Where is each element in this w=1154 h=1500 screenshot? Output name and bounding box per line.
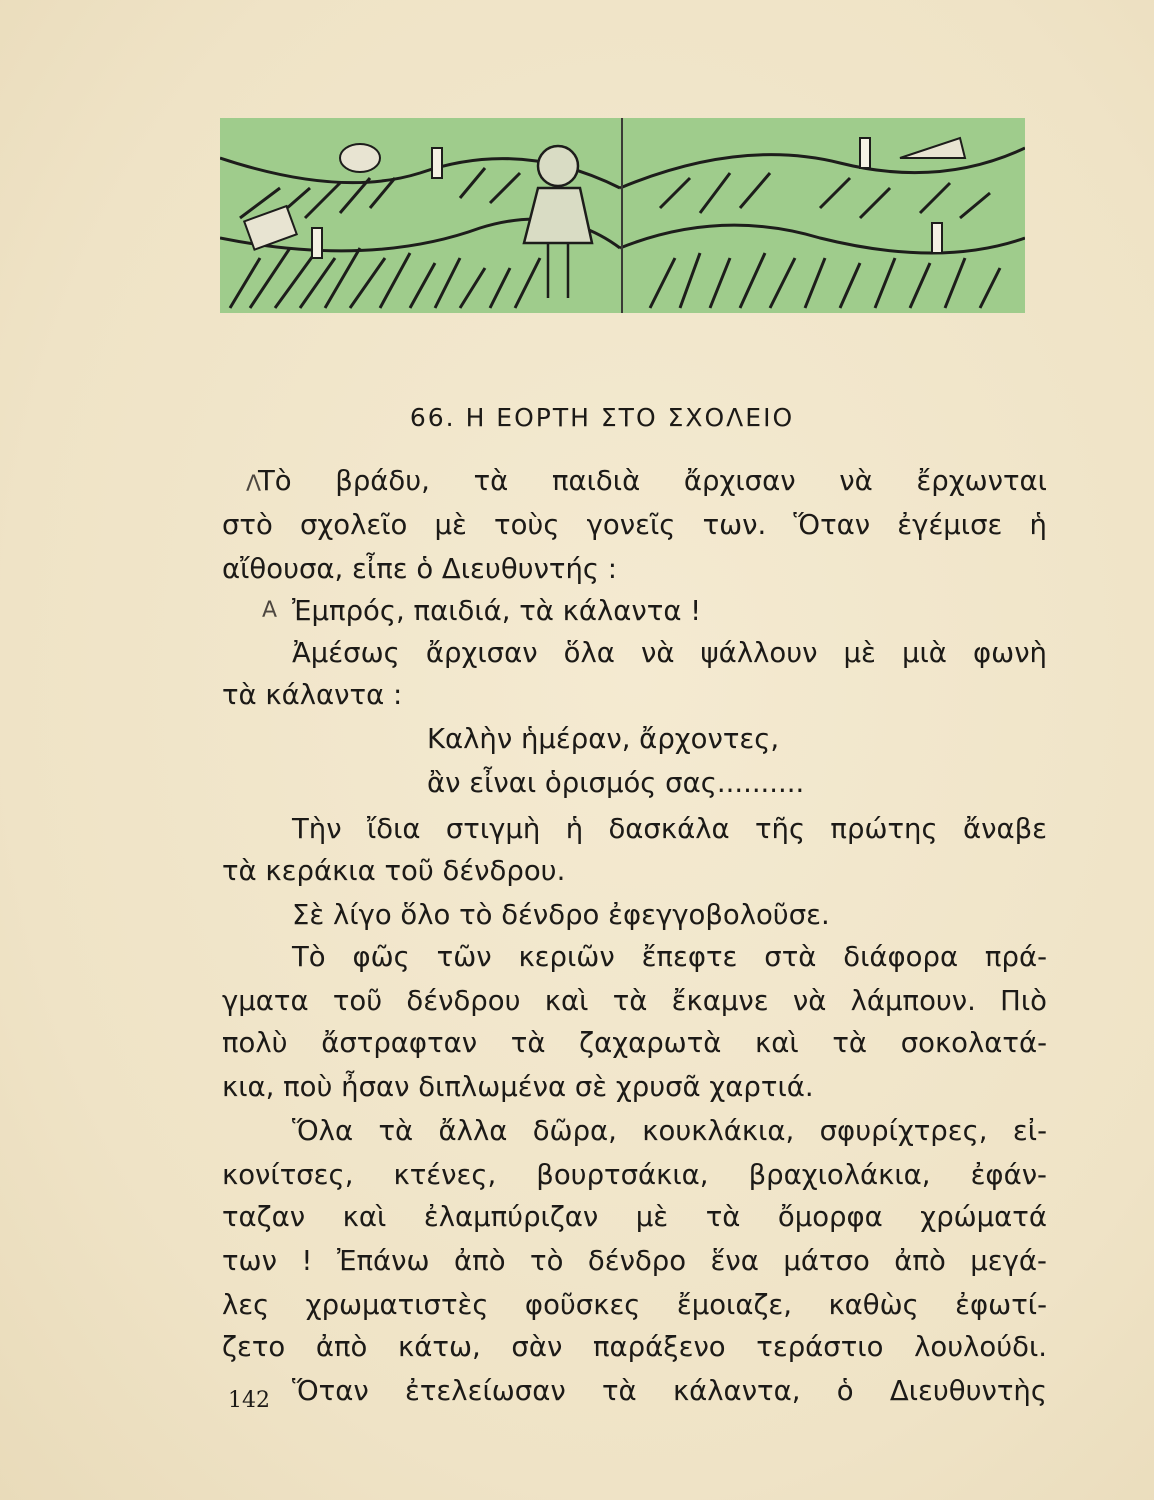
- text-line: τὰ κάλαντα :: [222, 679, 403, 711]
- pencil-mark: Λ: [246, 472, 262, 497]
- text-line: Τὴν ἴδια στιγμὴ ἡ δασκάλα τῆς πρώτης ἄναβε: [292, 813, 1047, 845]
- text-line: Ὅλα τὰ ἄλλα δῶρα, κουκλάκια, σφυρίχτρες, εἰ-: [292, 1115, 1047, 1147]
- text-line: Ἐμπρός, παιδιά, τὰ κάλαντα !: [292, 595, 702, 627]
- text-line: Ὅταν ἐτελείωσαν τὰ κάλαντα, ὁ Διευθυντὴς: [292, 1375, 1047, 1407]
- page-number: 142: [228, 1388, 270, 1413]
- text-line: Τὸ φῶς τῶν κεριῶν ἔπεφτε στὰ διάφορα πρά-: [292, 941, 1047, 973]
- text-line: των ! Ἐπάνω ἀπὸ τὸ δένδρο ἕνα μάτσο ἀπὸ μεγά-: [222, 1245, 1047, 1277]
- text-line: λες χρωματιστὲς φοῦσκες ἔμοιαζε, καθὼς ἐφωτί-: [222, 1289, 1047, 1321]
- text-line: κια, ποὺ ἦσαν διπλωμένα σὲ χρυσᾶ χαρτιά.: [222, 1071, 814, 1103]
- text-line: αἴθουσα, εἶπε ὁ Διευθυντής :: [222, 553, 618, 585]
- text-line: στὸ σχολεῖο μὲ τοὺς γονεῖς των. Ὅταν ἐγέμισε ἡ: [222, 509, 1047, 541]
- chapter-title: 66. Η ΕΟΡΤΗ ΣΤΟ ΣΧΟΛΕΙΟ: [409, 403, 795, 432]
- illustration-drawing: [220, 118, 1025, 313]
- text-line: Σὲ λίγο ὅλο τὸ δένδρο ἐφεγγοβολοῦσε.: [292, 899, 830, 931]
- verse-line: ἂν εἶναι ὁρισμός σας..........: [427, 767, 805, 799]
- verse-line: Καλὴν ἡμέραν, ἄρχοντες,: [427, 723, 780, 755]
- christmas-tree-illustration: [220, 118, 1025, 313]
- text-line: τὰ κεράκια τοῦ δένδρου.: [222, 855, 566, 887]
- text-line: Ἀμέσως ἄρχισαν ὅλα νὰ ψάλλουν μὲ μιὰ φωνὴ: [292, 637, 1047, 669]
- text-line: κονίτσες, κτένες, βουρτσάκια, βραχιολάκια, ἐφάν-: [222, 1159, 1047, 1191]
- text-line: Τὸ βράδυ, τὰ παιδιὰ ἄρχισαν νὰ ἔρχωνται: [258, 465, 1047, 497]
- text-line: ταζαν καὶ ἐλαμπύριζαν μὲ τὰ ὄμορφα χρώματά: [222, 1201, 1047, 1233]
- text-line: πολὺ ἄστραφταν τὰ ζαχαρωτὰ καὶ τὰ σοκολατά-: [222, 1027, 1047, 1059]
- text-line: γματα τοῦ δένδρου καὶ τὰ ἔκαμνε νὰ λάμπουν. Πιὸ: [222, 985, 1047, 1017]
- pencil-mark: Α: [262, 598, 278, 623]
- text-line: ζετο ἀπὸ κάτω, σὰν παράξενο τεράστιο λουλούδι.: [222, 1331, 1047, 1363]
